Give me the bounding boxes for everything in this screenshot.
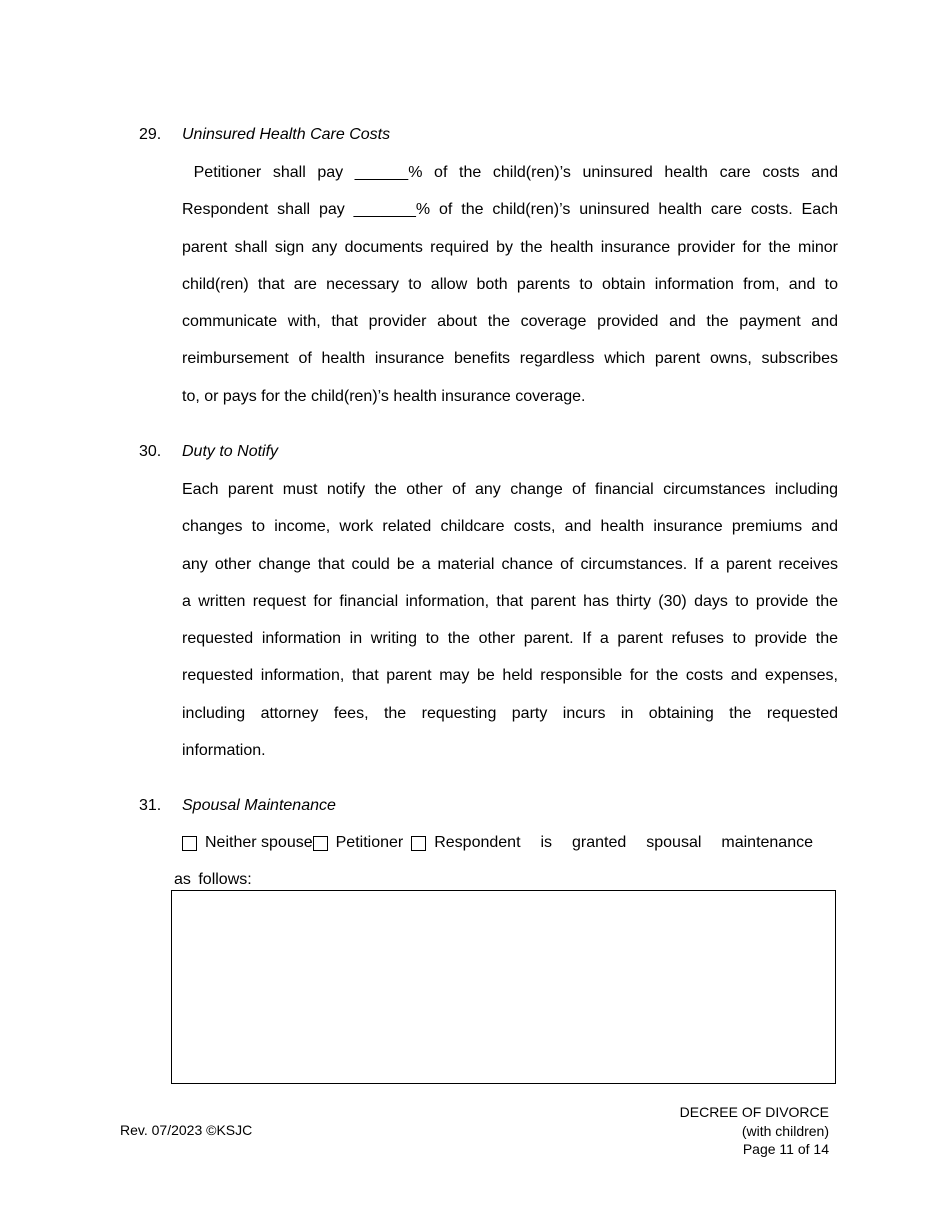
revision-note: Rev. 07/2023 ©KSJC	[120, 1122, 253, 1138]
option-respondent	[411, 833, 813, 853]
body-line: child(ren) that are necessary to allow both parents to obtain information from, and to	[182, 275, 838, 293]
body-line: requested information, that parent may be held responsible for the costs and expenses,	[182, 667, 838, 685]
spousal-maintenance-options	[182, 833, 813, 853]
body-line: parent shall sign any documents required by the health insurance provider for the minor	[182, 238, 838, 256]
page-number: Page 11 of 14	[742, 1141, 829, 1157]
respondent-checkbox[interactable]	[411, 836, 426, 851]
petitioner-checkbox[interactable]	[313, 836, 328, 851]
body-line: Petitioner shall pay ______% of the child(ren)’s uninsured health care costs and	[182, 164, 838, 181]
section-body	[182, 471, 838, 769]
spousal-maintenance-text-box[interactable]	[171, 890, 836, 1084]
neither-spouse-checkbox[interactable]	[182, 836, 197, 851]
body-line: communicate with, that provider about the coverage provided and the payment and	[182, 313, 838, 331]
section-body	[182, 154, 838, 415]
document-subtitle: (with children)	[741, 1122, 829, 1139]
section-number: 30.	[139, 443, 162, 460]
body-line: any other change that could be a material chance of circumstances. If a parent receives	[182, 555, 838, 573]
body-line: changes to income, work related childcare costs, and health insurance premiums and	[182, 518, 838, 536]
section-number: 31.	[139, 797, 162, 814]
continuation-text: as follows:	[174, 871, 252, 888]
option-label: Neither spouse	[205, 834, 313, 851]
section-title: Spousal Maintenance	[182, 797, 336, 814]
section-number: 29.	[139, 126, 162, 143]
body-line: information.	[182, 742, 266, 760]
body-line: Respondent shall pay _______% of the child(ren)’s uninsured health care costs. Each	[182, 201, 838, 219]
body-line: Each parent must notify the other of any change of financial circumstances including	[182, 481, 838, 498]
section-title: Uninsured Health Care Costs	[182, 126, 391, 143]
section-title: Duty to Notify	[182, 443, 279, 460]
body-line: to, or pays for the child(ren)’s health insurance coverage.	[182, 387, 586, 405]
body-line: reimbursement of health insurance benefits regardless which parent owns, subscribes	[182, 350, 838, 368]
body-line: requested information in writing to the other parent. If a parent refuses to provide the	[182, 630, 838, 648]
option-label: Respondent is granted spousal maintenance	[434, 834, 813, 851]
option-petitioner	[313, 833, 404, 853]
option-label: Petitioner	[335, 834, 404, 851]
body-line: a written request for financial information, that parent has thirty (30) days to provide the	[182, 592, 838, 610]
footer-document-info	[680, 1103, 829, 1159]
option-neither-spouse	[182, 833, 313, 853]
body-line: including attorney fees, the requesting party incurs in obtaining the requested	[182, 704, 838, 722]
document-title: DECREE OF DIVORCE	[679, 1104, 829, 1120]
